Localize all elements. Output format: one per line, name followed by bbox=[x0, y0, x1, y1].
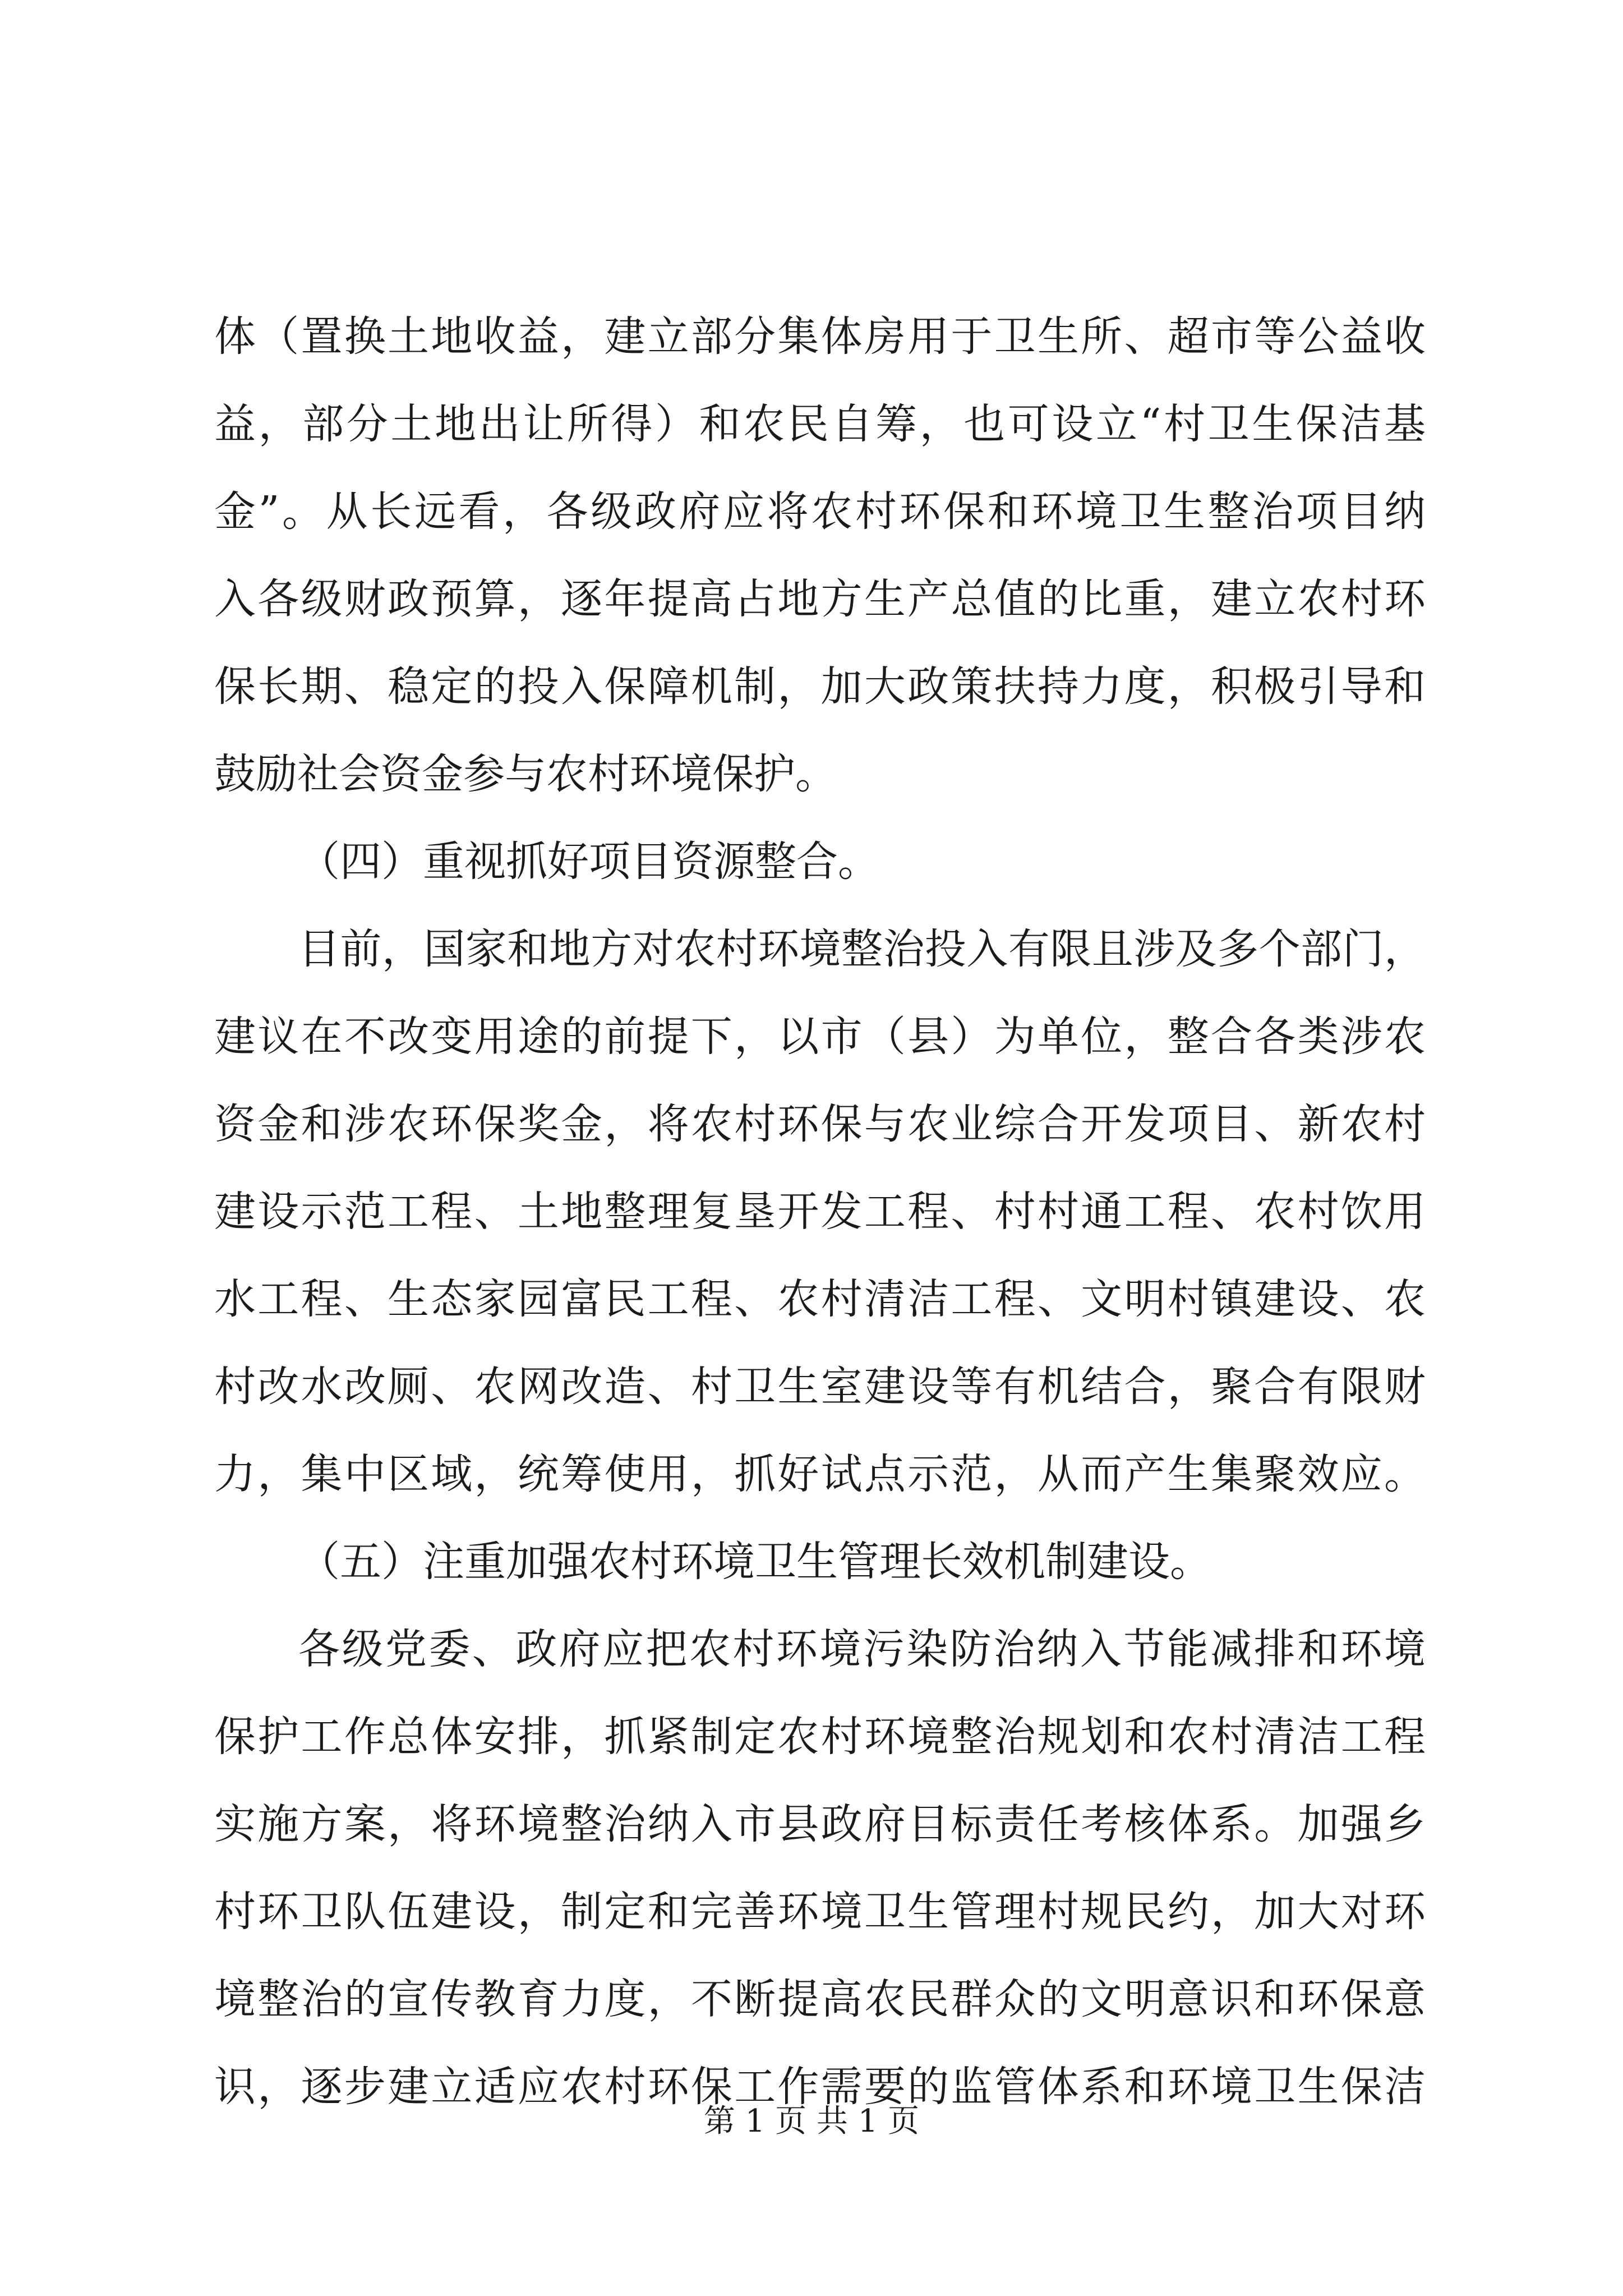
section-heading-5: （五）注重加强农村环境卫生管理长效机制建设。 bbox=[298, 1538, 1211, 1586]
text-line: 资金和涉农环保奖金，将农村环保与农业综合开发项目、新农村 bbox=[214, 1100, 1426, 1148]
text-line: 村环卫队伍建设，制定和完善环境卫生管理村规民约，加大对环 bbox=[214, 1888, 1426, 1936]
text-line: 各级党委、政府应把农村环境污染防治纳入节能减排和环境 bbox=[298, 1625, 1426, 1673]
text-line: 建议在不改变用途的前提下，以市（县）为单位，整合各类涉农 bbox=[214, 1013, 1426, 1061]
text-line: 益，部分土地出让所得）和农民自筹，也可设立“村卫生保洁基 bbox=[214, 400, 1426, 448]
text-line: 目前，国家和地方对农村环境整治投入有限且涉及多个部门， bbox=[298, 925, 1426, 973]
text-line: 实施方案，将环境整治纳入市县政府目标责任考核体系。加强乡 bbox=[214, 1800, 1426, 1848]
text-line: 识，逐步建立适应农村环保工作需要的监管体系和环境卫生保洁 bbox=[214, 2063, 1426, 2111]
text-line: 保长期、稳定的投入保障机制，加大政策扶持力度，积极引导和 bbox=[214, 662, 1426, 711]
text-line: 境整治的宣传教育力度，不断提高农民群众的文明意识和环保意 bbox=[214, 1975, 1426, 2023]
text-line: 建设示范工程、土地整理复垦开发工程、村村通工程、农村饮用 bbox=[214, 1188, 1426, 1236]
text-line: 体（置换土地收益，建立部分集体房用于卫生所、超市等公益收 bbox=[214, 312, 1426, 361]
text-line: 金”。从长远看，各级政府应将农村环保和环境卫生整治项目纳 bbox=[214, 487, 1426, 536]
text-line: 力，集中区域，统筹使用，抓好试点示范，从而产生集聚效应。 bbox=[214, 1450, 1426, 1498]
text-line: 鼓励社会资金参与农村环境保护。 bbox=[214, 750, 837, 798]
body-text bbox=[214, 293, 1426, 2131]
page-footer: 第 1 页 共 1 页 bbox=[703, 2103, 920, 2139]
text-line: 保护工作总体安排，抓紧制定农村环境整治规划和农村清洁工程 bbox=[214, 1713, 1426, 1761]
text-line: 水工程、生态家园富民工程、农村清洁工程、文明村镇建设、农 bbox=[214, 1275, 1426, 1323]
section-heading-4: （四）重视抓好项目资源整合。 bbox=[298, 838, 879, 886]
text-line: 村改水改厕、农网改造、村卫生室建设等有机结合，聚合有限财 bbox=[214, 1363, 1426, 1411]
text-line: 入各级财政预算，逐年提高占地方生产总值的比重，建立农村环 bbox=[214, 575, 1426, 623]
